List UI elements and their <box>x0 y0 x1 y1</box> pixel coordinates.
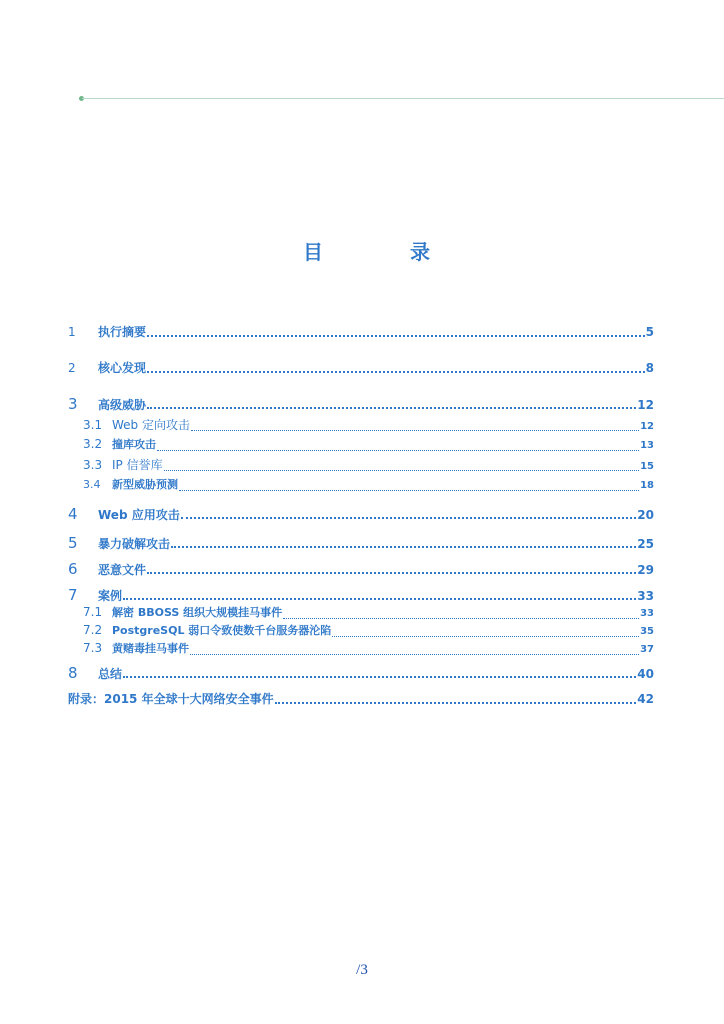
toc-page: 13 <box>640 440 654 451</box>
toc-number: 6 <box>68 560 78 578</box>
toc-leader <box>123 598 636 600</box>
toc-label: 高级威胁 <box>98 398 147 412</box>
toc-entry-3[interactable] <box>68 395 654 413</box>
toc-label: 案例 <box>98 589 123 603</box>
toc-leader <box>332 636 639 637</box>
toc-leader <box>191 430 639 431</box>
toc-page: 35 <box>640 626 654 637</box>
toc-leader <box>147 371 645 373</box>
toc-entry-7-2[interactable] <box>68 622 654 640</box>
toc-leader <box>179 490 639 491</box>
toc-leader <box>181 517 637 519</box>
toc-label: 执行摘要 <box>98 325 147 339</box>
toc-entry-3-1[interactable] <box>68 416 654 434</box>
toc-label: 新型威胁预测 <box>112 478 178 491</box>
toc-entry-3-3[interactable] <box>68 456 654 474</box>
toc-page: 33 <box>640 608 654 619</box>
toc-page: 33 <box>637 589 654 603</box>
toc-label: PostgreSQL 弱口令致使数千台服务器沦陷 <box>112 624 332 637</box>
toc-number: 7 <box>68 586 78 604</box>
toc-number: 7.1 <box>83 605 103 619</box>
toc-leader <box>147 335 645 337</box>
toc-entry-7[interactable] <box>68 586 654 604</box>
toc-label: 解密 BBOSS 组织大规模挂马事件 <box>112 606 283 619</box>
toc-number: 4 <box>68 505 78 523</box>
toc-leader <box>275 702 637 704</box>
title-char-2: 录 <box>410 240 430 264</box>
toc-entry-6[interactable] <box>68 560 654 578</box>
toc-page: 42 <box>637 692 654 706</box>
toc-page: 12 <box>637 398 654 412</box>
page-footer: /3 <box>356 962 368 978</box>
toc-number: 7.2 <box>83 623 103 637</box>
toc-entry-7-3[interactable] <box>68 640 654 658</box>
toc-page: 5 <box>645 325 654 339</box>
toc-entry-4[interactable] <box>68 505 654 523</box>
toc-number: 1 <box>68 325 76 339</box>
toc-label: Web 定向攻击 <box>112 418 190 432</box>
toc-entry-3-2[interactable] <box>68 436 654 454</box>
toc-label: 撞库攻击 <box>112 438 156 451</box>
toc-label: IP 信誉库 <box>112 458 163 472</box>
toc-number: 2 <box>68 361 76 375</box>
toc-page: 37 <box>640 644 654 655</box>
toc-number: 3.4 <box>83 478 101 491</box>
toc-entry-7-1[interactable] <box>68 604 654 622</box>
toc-number: 8 <box>68 664 78 682</box>
title-char-1: 目 <box>303 240 323 264</box>
toc-number: 3.3 <box>83 458 103 472</box>
toc-entry-3-4[interactable] <box>68 476 654 494</box>
toc-page: 15 <box>640 461 654 472</box>
toc-page: 12 <box>640 421 654 432</box>
toc-label: 总结 <box>98 667 123 681</box>
toc-page: 25 <box>637 537 654 551</box>
toc-page: 18 <box>640 480 654 491</box>
toc-leader <box>190 654 639 655</box>
toc-label: 附录：2015 年全球十大网络安全事件 <box>68 692 274 706</box>
toc-leader <box>157 450 639 451</box>
toc-entry-8[interactable] <box>68 664 654 682</box>
toc-leader <box>147 407 636 409</box>
toc-entry-1[interactable] <box>68 323 654 341</box>
toc-label: 核心发现 <box>98 361 147 375</box>
toc-leader <box>123 676 636 678</box>
toc-entry-appendix[interactable] <box>68 690 654 708</box>
toc-page: 20 <box>637 508 654 522</box>
toc-label: Web 应用攻击 <box>98 508 180 522</box>
toc-entry-5[interactable] <box>68 534 654 552</box>
toc-number: 5 <box>68 534 78 552</box>
toc-number: 3 <box>68 395 78 413</box>
toc-label: 暴力破解攻击 <box>98 537 171 551</box>
toc-entry-2[interactable] <box>68 359 654 377</box>
toc-page: 29 <box>637 563 654 577</box>
toc-label: 恶意文件 <box>98 563 147 577</box>
toc-leader <box>171 546 636 548</box>
toc-leader <box>164 470 639 471</box>
toc-number: 3.2 <box>83 437 103 451</box>
toc-number: 3.1 <box>83 418 103 432</box>
toc-number: 7.3 <box>83 641 103 655</box>
toc-leader <box>283 618 639 619</box>
toc-page: 8 <box>645 361 654 375</box>
toc-page: 40 <box>637 667 654 681</box>
toc-label: 黄赌毒挂马事件 <box>112 642 189 655</box>
toc-leader <box>147 572 636 574</box>
